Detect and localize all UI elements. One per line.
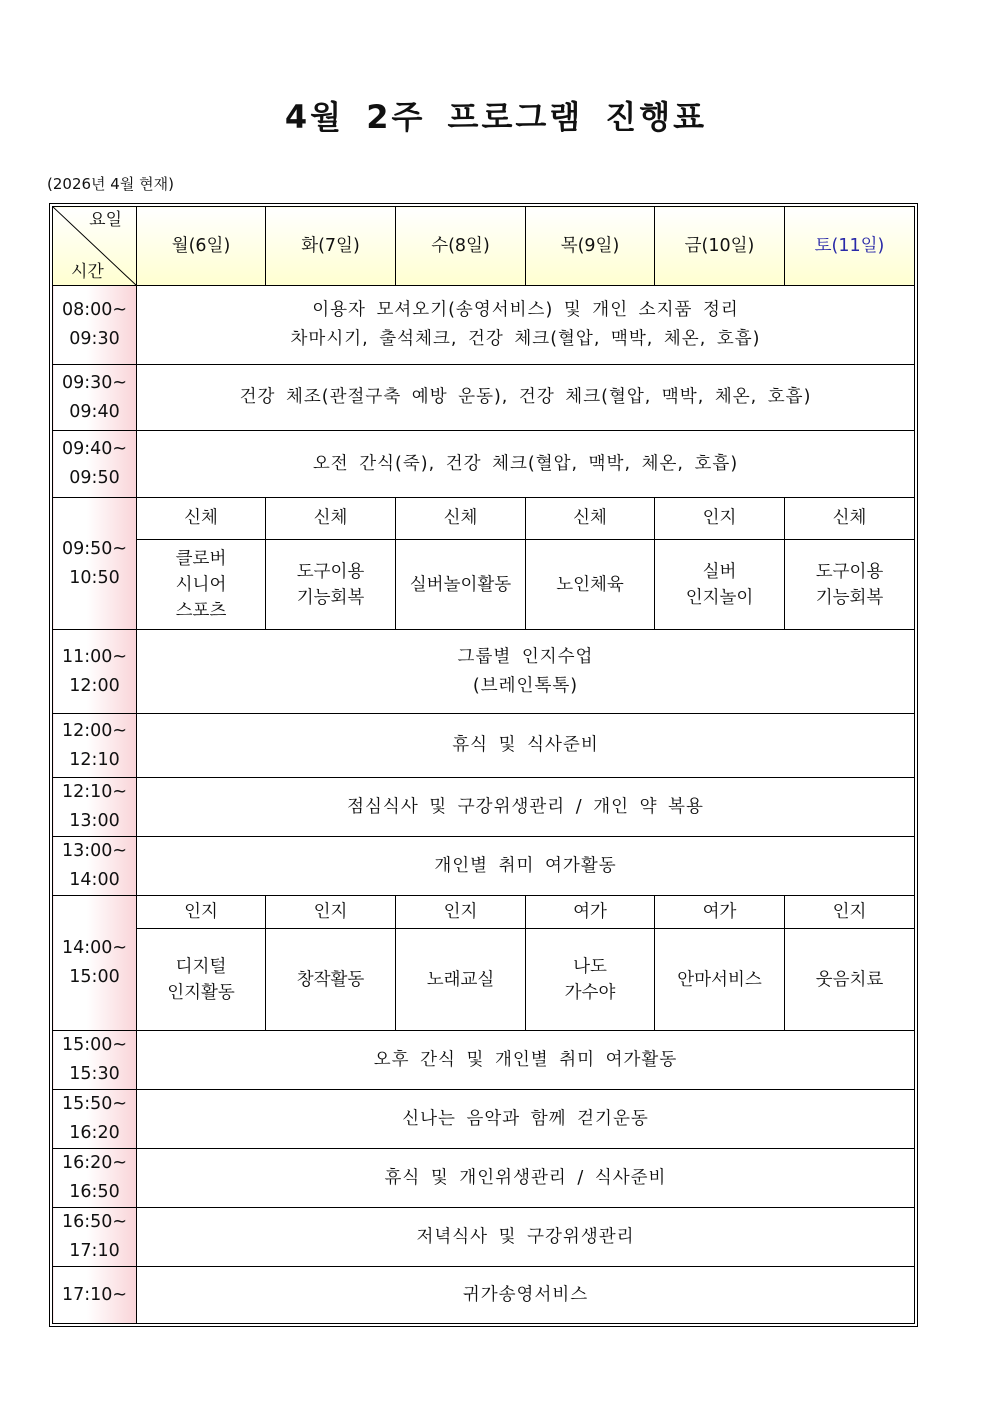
category-row <box>53 896 915 929</box>
activity-cell: 도구이용 기능회복 <box>785 540 915 630</box>
table-row <box>53 1031 915 1090</box>
category-cell: 여가 <box>655 896 785 929</box>
table-row <box>53 1149 915 1208</box>
time-cell: 16:50~ 17:10 <box>53 1208 137 1267</box>
day-header-tue: 화(7일) <box>266 207 396 286</box>
activity-cell: 휴식 및 개인위생관리 / 식사준비 <box>137 1149 915 1208</box>
activity-row <box>53 540 915 630</box>
corner-time-label: 시간 <box>71 262 104 282</box>
table-row <box>53 630 915 714</box>
activity-cell: 도구이용 기능회복 <box>266 540 396 630</box>
table-row <box>53 431 915 498</box>
time-cell: 16:20~ 16:50 <box>53 1149 137 1208</box>
time-cell: 09:50~ 10:50 <box>53 498 137 630</box>
table-row <box>53 286 915 365</box>
activity-cell: 점심식사 및 구강위생관리 / 개인 약 복용 <box>137 778 915 837</box>
day-header-sat: 토(11일) <box>785 207 915 286</box>
time-cell: 08:00~ 09:30 <box>53 286 137 365</box>
activity-cell: 실버놀이활동 <box>396 540 526 630</box>
time-cell: 09:40~ 09:50 <box>53 431 137 498</box>
schedule-table <box>52 206 915 1324</box>
activity-cell: 오전 간식(죽), 건강 체크(혈압, 맥박, 체온, 호흡) <box>137 431 915 498</box>
header-corner <box>53 207 137 286</box>
category-cell: 인지 <box>785 896 915 929</box>
table-row <box>53 1208 915 1267</box>
category-cell: 인지 <box>266 896 396 929</box>
category-cell: 여가 <box>526 896 655 929</box>
category-cell: 신체 <box>785 498 915 540</box>
category-cell: 신체 <box>396 498 526 540</box>
time-cell: 09:30~ 09:40 <box>53 365 137 431</box>
day-header-fri: 금(10일) <box>655 207 785 286</box>
as-of-date: (2026년 4월 현재) <box>47 175 174 193</box>
activity-cell: 클로버 시니어 스포츠 <box>137 540 266 630</box>
activity-cell: 오후 간식 및 개인별 취미 여가활동 <box>137 1031 915 1090</box>
time-cell: 15:50~ 16:20 <box>53 1090 137 1149</box>
time-cell: 14:00~ 15:00 <box>53 896 137 1031</box>
time-cell: 17:10~ <box>53 1267 137 1324</box>
category-cell: 인지 <box>655 498 785 540</box>
table-row <box>53 1267 915 1324</box>
category-cell: 인지 <box>396 896 526 929</box>
activity-cell: 이용자 모셔오기(송영서비스) 및 개인 소지품 정리 차마시기, 출석체크, 건강 체크(혈압, 맥박, 체온, 호흡) <box>137 286 915 365</box>
time-cell: 13:00~ 14:00 <box>53 837 137 896</box>
time-cell: 11:00~ 12:00 <box>53 630 137 714</box>
activity-cell: 노래교실 <box>396 929 526 1031</box>
day-header-mon: 월(6일) <box>137 207 266 286</box>
activity-cell: 저녁식사 및 구강위생관리 <box>137 1208 915 1267</box>
table-row <box>53 778 915 837</box>
activity-cell: 그룹별 인지수업 (브레인톡톡) <box>137 630 915 714</box>
corner-day-label: 요일 <box>89 210 122 230</box>
activity-cell: 노인체육 <box>526 540 655 630</box>
activity-cell: 귀가송영서비스 <box>137 1267 915 1324</box>
time-cell: 12:10~ 13:00 <box>53 778 137 837</box>
category-cell: 인지 <box>137 896 266 929</box>
time-cell: 12:00~ 12:10 <box>53 714 137 778</box>
activity-cell: 나도 가수야 <box>526 929 655 1031</box>
day-header-wed: 수(8일) <box>396 207 526 286</box>
table-row <box>53 714 915 778</box>
table-row <box>53 365 915 431</box>
table-row <box>53 837 915 896</box>
activity-cell: 실버 인지놀이 <box>655 540 785 630</box>
activity-cell: 안마서비스 <box>655 929 785 1031</box>
activity-cell: 웃음치료 <box>785 929 915 1031</box>
activity-cell: 창작활동 <box>266 929 396 1031</box>
activity-cell: 신나는 음악과 함께 걷기운동 <box>137 1090 915 1149</box>
page-title: 4월 2주 프로그램 진행표 <box>284 98 708 136</box>
category-cell: 신체 <box>526 498 655 540</box>
day-header-thu: 목(9일) <box>526 207 655 286</box>
category-cell: 신체 <box>266 498 396 540</box>
activity-cell: 건강 체조(관절구축 예방 운동), 건강 체크(혈압, 맥박, 체온, 호흡) <box>137 365 915 431</box>
activity-cell: 디지털 인지활동 <box>137 929 266 1031</box>
header-row <box>53 207 915 286</box>
activity-row <box>53 929 915 1031</box>
activity-cell: 휴식 및 식사준비 <box>137 714 915 778</box>
category-row <box>53 498 915 540</box>
category-cell: 신체 <box>137 498 266 540</box>
activity-cell: 개인별 취미 여가활동 <box>137 837 915 896</box>
table-row <box>53 1090 915 1149</box>
time-cell: 15:00~ 15:30 <box>53 1031 137 1090</box>
